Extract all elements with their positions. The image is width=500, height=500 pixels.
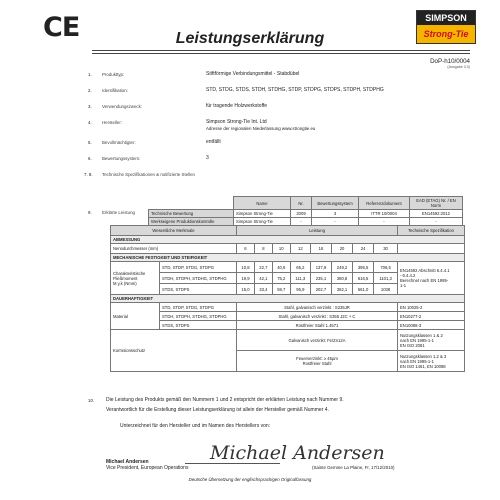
corrosion-value-line: Rostfreier Stahl xyxy=(302,361,332,366)
mech-spec-cell xyxy=(398,262,465,295)
type-cell: STD, STDP, STDG, STDPG xyxy=(160,262,237,273)
perf-col-feature: Wesentliche Merkmale xyxy=(111,226,237,236)
diameter-cell: 6 xyxy=(237,244,255,254)
mech-spec-line: EN14592 Abschnitt 6.4.4.1 xyxy=(400,268,450,273)
perf-col-performance: Leistung xyxy=(237,226,398,236)
value-cell: 561,0 xyxy=(353,284,374,295)
title-rule-top xyxy=(92,50,470,51)
corrosion-spec-line: Nutzungsklassen 1 & 2 xyxy=(400,332,443,338)
spec-cell: - xyxy=(359,218,410,226)
table-row xyxy=(111,330,465,351)
diameter-cell: 16 xyxy=(310,244,331,254)
item-num: 2. xyxy=(88,88,92,93)
diameter-cell: 8 xyxy=(254,244,272,254)
spec-col-header: Nr. xyxy=(291,197,312,210)
corrosion-spec-line: Nutzungsklassen 1,2 & 3 xyxy=(400,353,447,359)
value-cell: 95,9 xyxy=(290,284,310,295)
value-cell: 40,6 xyxy=(272,262,290,273)
item-num: 1. xyxy=(88,72,92,77)
ce-mark: CE xyxy=(43,12,80,43)
simpson-logo xyxy=(416,10,476,44)
item-label: Technische Spezifikationen & notifizierte Stellen xyxy=(102,172,195,177)
spec-col-header: Name xyxy=(234,197,291,210)
spec-cell: 3 xyxy=(312,210,359,218)
statement-line: Die Leistung des Produkts gemäß den Nummern 1 und 2 entspricht der erklärten Leistung nach Nummer 9. xyxy=(106,397,344,403)
type-cell: STDH, STDPH, STDHG, STDPHG xyxy=(160,312,237,321)
type-cell: STDS, STDPS xyxy=(160,284,237,295)
type-cell: STDH, STDPH, STDHG, STDPHG xyxy=(160,273,237,284)
value-cell: 33,4 xyxy=(254,284,272,295)
dop-edition: (Ausgabe 3.0) xyxy=(447,65,470,69)
corrosion-spec xyxy=(398,330,465,351)
value-cell: 235,1 xyxy=(310,273,331,284)
spec-cell: - xyxy=(410,218,463,226)
section-durability: DAUERHAFTIGKEIT xyxy=(111,295,465,303)
manufacturer-address: Adresse der regionalen Niederlassung www.strongtie.eu xyxy=(206,126,316,131)
translation-note: Deutsche Übersetzung der englischsprachigen Originalfassung xyxy=(188,477,312,482)
performance-table xyxy=(110,225,465,372)
spec-cell: Simpson Strong-Tie xyxy=(234,218,291,226)
item-num: 9. xyxy=(88,210,92,215)
value-cell: 111,3 xyxy=(290,273,310,284)
section-label: Erklärte Leistung xyxy=(102,210,135,215)
signature-line xyxy=(185,463,280,464)
value-cell: 395,5 xyxy=(353,262,374,273)
signatory-role: Vice President, European Operations xyxy=(106,465,189,471)
value-cell: 19,9 xyxy=(237,273,255,284)
corrosion-spec-line: EN ISO 1461, EN 10088 xyxy=(400,363,446,369)
corrosion-spec-line: nach EN 1995-1-1 xyxy=(400,337,434,343)
table-row xyxy=(149,210,463,218)
logo-bottom-text: Strong-Tie xyxy=(417,25,475,43)
diameter-cell: 24 xyxy=(353,244,374,254)
spec-col-header: Referenzdokument xyxy=(359,197,410,210)
value-cell: 362,1 xyxy=(332,284,353,295)
title-rule-bottom xyxy=(92,53,470,54)
item-num: 5. xyxy=(88,140,92,145)
material-spec: EN 10025-2 xyxy=(398,303,465,312)
corrosion-spec-line: nach EN 1995-1-1 xyxy=(400,358,434,364)
item-num: 3. xyxy=(88,104,92,109)
value-cell: 249,2 xyxy=(332,262,353,273)
place-date: (Sainte Gemme La Plaine, Fr, 17/12/2010) xyxy=(312,465,395,470)
item-num: 4. xyxy=(88,120,92,125)
spec-cell: EN14592:2012 xyxy=(410,210,463,218)
value-cell: 22,7 xyxy=(254,262,272,273)
item-value: für tragende Holzwerkstoffe xyxy=(206,103,268,109)
spec-table xyxy=(148,196,463,226)
section-mechanical: MECHANISCHE FESTIGKEIT UND STEIFIGKEIT xyxy=(111,254,465,262)
value-cell: 202,7 xyxy=(310,284,331,295)
corrosion-value-line: Feuerverzinkt: ≥ 45µm xyxy=(296,356,338,361)
item-num: 10. xyxy=(88,398,95,403)
item-num: 6. xyxy=(88,156,92,161)
spec-col-header: EAD (ETAG) Nr. / EN Norm xyxy=(410,197,463,210)
item-label: Bewertungssystem: xyxy=(102,156,141,161)
value-cell: 59,7 xyxy=(272,284,290,295)
corrosion-value: Galvanisch verzinkt: Fe/Zn12A xyxy=(237,330,398,351)
material-value: Stahl, galvanisch verzinkt : S235JR xyxy=(237,303,398,312)
statement-line: Unterzeichnet für den Hersteller und im Namen des Herstellers von: xyxy=(120,423,271,429)
spec-row-label: Technische Bewertung xyxy=(149,210,234,218)
material-spec: EN10088-3 xyxy=(398,321,465,330)
value-cell: 706,5 xyxy=(374,262,398,273)
table-row xyxy=(111,321,465,330)
yield-moment-label xyxy=(111,262,160,295)
value-cell: 75,2 xyxy=(272,273,290,284)
item-label: Hersteller: xyxy=(102,120,123,125)
spec-row-label: Werkseigene Produktionskontrolle xyxy=(149,218,234,226)
section-dims: ABMESSUNG xyxy=(111,236,465,244)
spec-cell: - xyxy=(291,218,312,226)
material-value: Stahl, galvanisch verzinkt : S355 J2C + C xyxy=(237,312,398,321)
nominal-diameter-label: Nenndurchmesser (mm) xyxy=(111,244,237,254)
corrosion-spec-line: EN ISO 2081 xyxy=(400,342,425,348)
diameter-cell: 20 xyxy=(332,244,353,254)
type-cell: STD, STDP, STDG, STDPG xyxy=(160,303,237,312)
item-num: 7. 8. xyxy=(84,172,93,177)
table-row xyxy=(111,262,465,273)
type-cell: STDS, STDPS xyxy=(160,321,237,330)
mech-spec-line: - 6.4.4.2 xyxy=(400,273,416,278)
value-cell: 65,2 xyxy=(290,262,310,273)
value-cell: 380,8 xyxy=(332,273,353,284)
spec-col-header: Bewertungssystem xyxy=(312,197,359,210)
value-cell: 1101,3 xyxy=(374,273,398,284)
spec-cell: 2009 xyxy=(291,210,312,218)
item-value: Simpson Strong-Tie Int. Ltd xyxy=(206,119,267,125)
yield-moment-unit: M y,k (Nmm) xyxy=(113,280,137,286)
item-value: Stiftförmige Verbindungsmittel - Stabdübel xyxy=(206,71,300,77)
signatory-name: Michael Andersen xyxy=(106,459,149,465)
statement-line: Verantwortlich für die Erstellung dieser Leistungserklärung ist allein der Hersteller gemäß Nummer 4. xyxy=(106,407,329,413)
item-label: Bevollmächtigter: xyxy=(102,140,136,145)
material-value: Rostfreier Stahl 1.4571 xyxy=(237,321,398,330)
material-spec: EN10277-2 xyxy=(398,312,465,321)
item-label: Produkttyp: xyxy=(102,72,125,77)
value-cell: 1038 xyxy=(374,284,398,295)
mech-spec-line: Berechnet nach EN 1995- xyxy=(400,278,449,283)
spec-cell: Simpson Strong-Tie xyxy=(234,210,291,218)
yield-moment-text: Charakteristische Fließmoment xyxy=(113,270,146,281)
mech-spec-line: 1-1 xyxy=(400,283,407,288)
corrosion-label: Korrosionsschutz xyxy=(111,330,237,372)
value-cell: 42,1 xyxy=(254,273,272,284)
spec-cell: ITTR 10/0004 xyxy=(359,210,410,218)
value-cell: 616,5 xyxy=(353,273,374,284)
value-cell: 137,9 xyxy=(310,262,331,273)
diameter-cell: 12 xyxy=(290,244,310,254)
logo-top-text: SIMPSON xyxy=(417,11,475,25)
value-cell: 15,0 xyxy=(237,284,255,295)
item-value: STD, STDG, STDS, STDH, STDHG, STDP, STDPG, STDPS, STDPH, STDPHG xyxy=(206,87,384,93)
corrosion-value xyxy=(237,351,398,372)
diameter-cell: 10 xyxy=(272,244,290,254)
material-label: Material xyxy=(111,303,160,330)
dop-number: DoP-h10/0004 xyxy=(430,58,470,65)
item-label: Verwendungszweck: xyxy=(102,104,143,109)
spec-cell: - xyxy=(312,218,359,226)
corrosion-spec xyxy=(398,351,465,372)
page-title: Leistungserklärung xyxy=(175,30,325,47)
item-label: Identifikation: xyxy=(102,88,128,93)
diameter-cell: 30 xyxy=(374,244,398,254)
table-row xyxy=(111,312,465,321)
item-value: 3 xyxy=(206,155,209,161)
value-cell: 10,8 xyxy=(237,262,255,273)
handwritten-signature: Michael Andersen xyxy=(210,442,385,464)
item-value: entfällt xyxy=(206,139,221,145)
table-row xyxy=(111,303,465,312)
perf-col-spec: Technische Spezifikation xyxy=(398,226,465,236)
